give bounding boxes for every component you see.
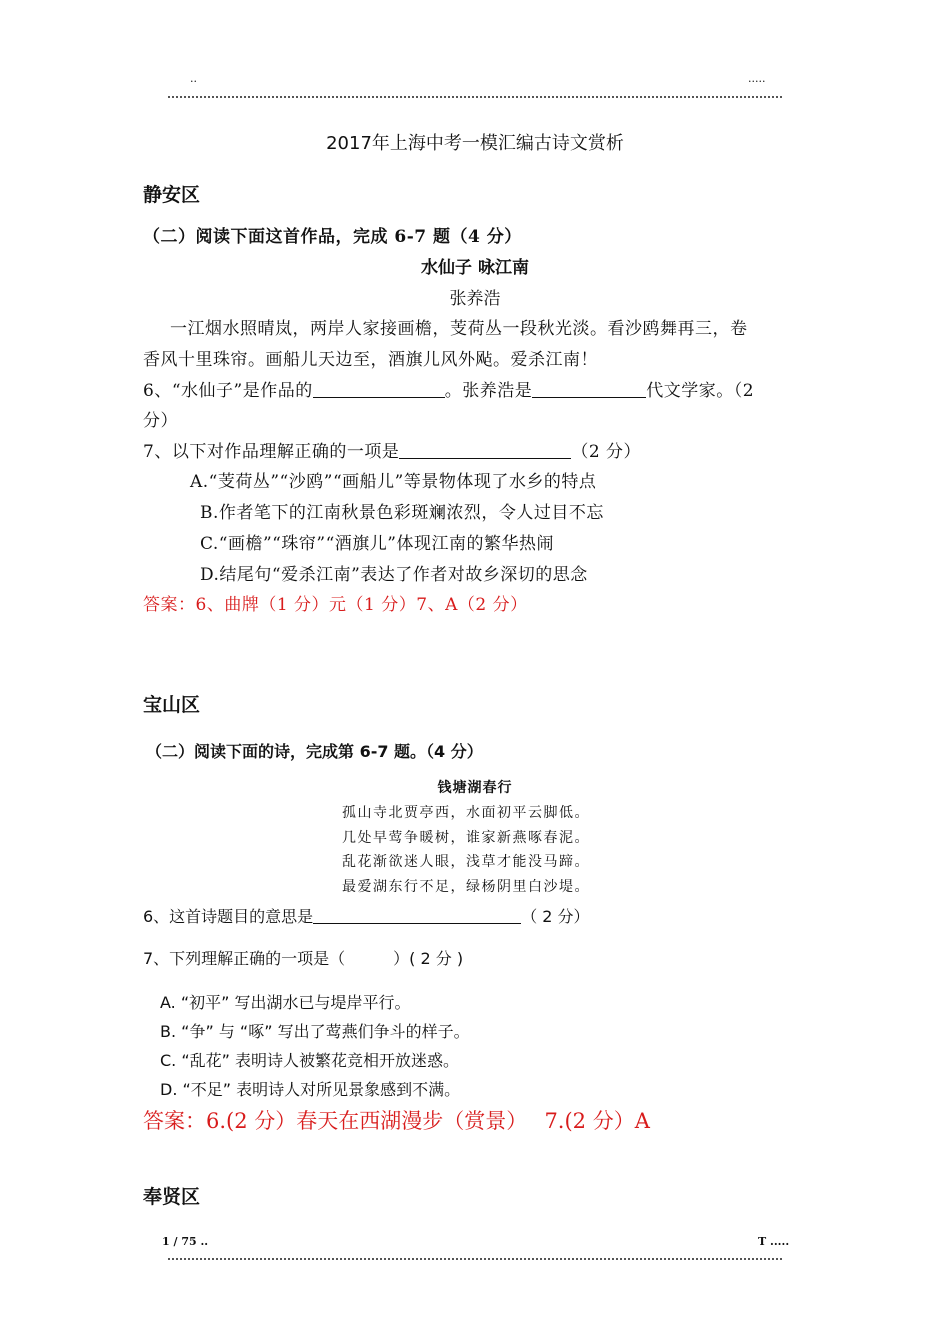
option-b-jingan: B.作者笔下的江南秋景色彩斑斓浓烈，令人过目不忘 [200,503,604,523]
option-b-baoshan: B. “争” 与 “啄” 写出了莺燕们争斗的样子。 [160,1022,470,1041]
district-heading-jingan: 静安区 [143,184,201,206]
instruction-jingan: （二）阅读下面这首作品，完成 6-7 题（4 分） [143,227,522,247]
page-title: 2017年上海中考一模汇编古诗文赏析 [326,133,624,154]
page-number: 1 / 75 .. [162,1235,209,1248]
option-c-baoshan: C. “乱花” 表明诗人被繁花竞相开放迷惑。 [160,1051,460,1070]
poem-title-jingan: 水仙子 咏江南 [421,258,529,278]
question-7-baoshan: 7、下列理解正确的一项是（ ）( 2 分 ) [143,949,464,968]
option-d-jingan: D.结尾句“爱杀江南”表达了作者对故乡深切的思念 [200,565,588,585]
footer-right-mark: T ..... [758,1235,790,1248]
answer-blank[interactable] [313,907,521,924]
option-d-baoshan: D. “不足” 表明诗人对所见景象感到不满。 [160,1080,461,1099]
footer-divider [168,1258,782,1260]
poem-author-jingan: 张养浩 [449,289,501,309]
question-7-text-b: （2 分） [571,442,642,462]
district-heading-baoshan: 宝山区 [143,694,201,716]
option-a-baoshan: A. “初平” 写出湖水已与堤岸平行。 [160,993,411,1012]
poem-line-baoshan-4: 最爱湖东行不足，绿杨阴里白沙堤。 [342,879,590,895]
option-c-jingan: C.“画檐”“珠帘”“酒旗儿”体现江南的繁华热闹 [200,534,554,554]
answer-jingan: 答案：6、曲牌（1 分）元（1 分）7、A（2 分） [143,595,528,615]
question-6-jingan [143,376,754,401]
poem-title-baoshan: 钱塘湖春行 [437,780,513,796]
answer-baoshan: 答案：6.(2 分）春天在西湖漫步（赏景） 7.(2 分）A [143,1109,650,1133]
answer-blank[interactable] [532,381,646,398]
poem-line-baoshan-1: 孤山寺北贾亭西，水面初平云脚低。 [342,805,590,821]
header-left-mark: .. [190,72,197,85]
question-6-baoshan-text-a: 6、这首诗题目的意思是 [143,907,314,926]
question-6-baoshan [143,904,590,927]
question-6-text-b: 。张养浩是 [444,381,533,401]
poem-line-baoshan-3: 乱花渐欲迷人眼，浅草才能没马蹄。 [342,854,590,870]
option-a-jingan: A.“芰荷丛”“沙鸥”“画船儿”等景物体现了水乡的特点 [190,472,597,492]
question-6-text-a: 6、“水仙子”是作品的 [143,381,313,401]
question-7-text-a: 7、以下对作品理解正确的一项是 [143,442,400,462]
question-6-text-c: 代文学家。（2 [646,381,755,401]
question-6-text-d: 分） [143,411,178,431]
poem-line-baoshan-2: 几处早莺争暖树，谁家新燕啄春泥。 [342,830,590,846]
header-right-mark: ..... [748,72,766,85]
header-divider [168,96,782,98]
instruction-baoshan: （二）阅读下面的诗，完成第 6-7 题。（4 分） [146,742,483,761]
answer-blank[interactable] [399,442,571,459]
question-6-baoshan-text-b: （ 2 分） [521,907,590,926]
poem-line-1: 一江烟水照晴岚，两岸人家接画檐，芰荷丛一段秋光淡。看沙鸥舞再三，卷 [170,319,748,339]
poem-line-2: 香风十里珠帘。画船儿天边至，酒旗儿风外飐。爱杀江南！ [143,350,598,370]
question-7-jingan [143,437,641,462]
district-heading-fengxian: 奉贤区 [143,1186,201,1208]
answer-blank[interactable] [313,381,445,398]
